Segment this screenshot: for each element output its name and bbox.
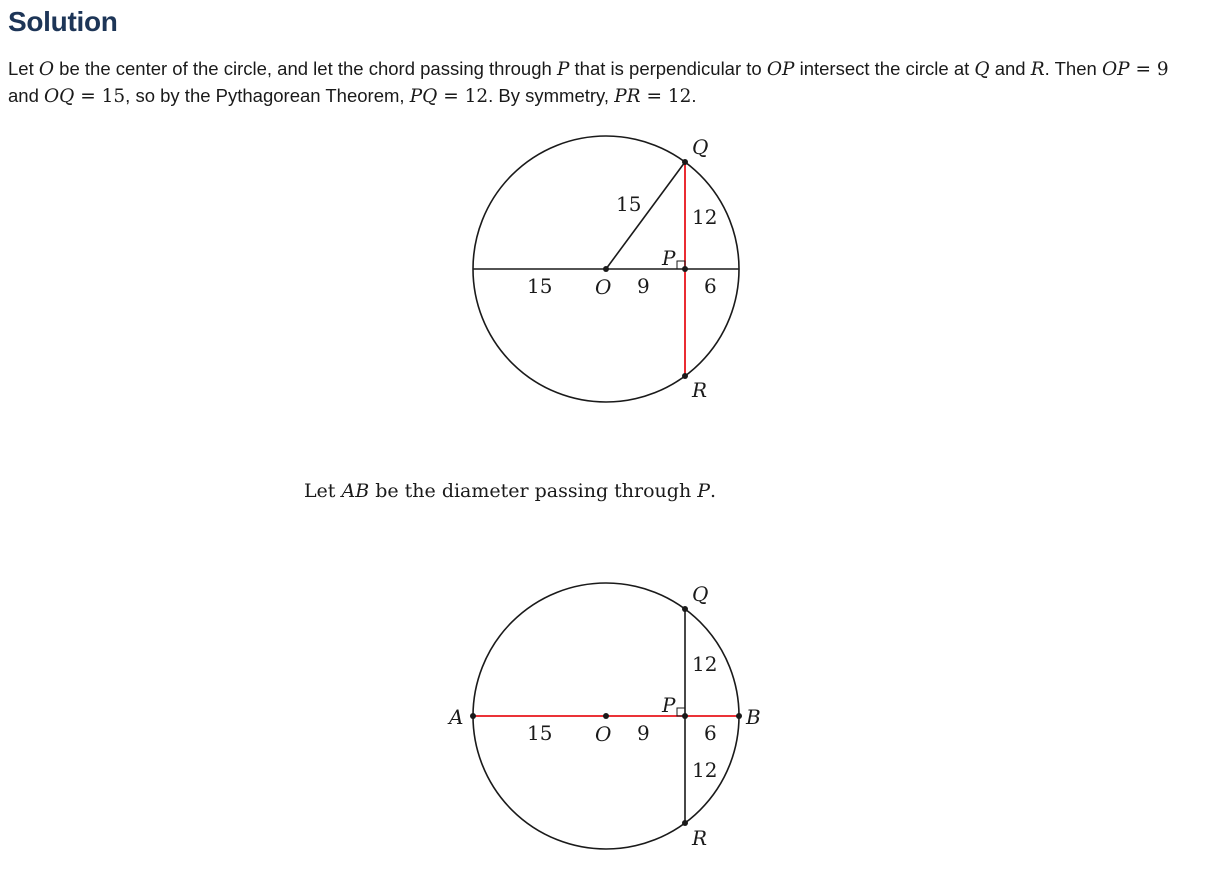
math-PQ: PQ: [409, 86, 438, 107]
math-PR: PR: [614, 86, 641, 107]
length-AO: 15: [527, 721, 553, 745]
figure-chord-diagram: [0, 130, 800, 415]
point-R: [682, 820, 688, 826]
solution-heading: Solution: [8, 6, 118, 37]
label-R: R: [692, 378, 708, 402]
label-P: P: [662, 246, 676, 270]
label-Q: Q: [692, 135, 709, 159]
point-A: [470, 713, 476, 719]
length-PQ: 12: [692, 652, 718, 676]
math-OP-2: OP: [1101, 59, 1130, 80]
point-P: [682, 713, 688, 719]
para-text: . By symmetry,: [488, 85, 615, 106]
math-OP: OP: [766, 59, 795, 80]
para-text: that is perpendicular to: [569, 58, 767, 79]
length-PQ: 12: [692, 205, 718, 229]
label-O: O: [595, 275, 612, 299]
math-R: R: [1030, 59, 1045, 80]
length-PR: 12: [692, 758, 718, 782]
caption-text: .: [710, 480, 717, 502]
point-Q: [682, 606, 688, 612]
math-OQ: OQ: [44, 86, 75, 107]
label-B: B: [746, 705, 761, 729]
para-text: be the center of the circle, and let the chord passing through: [54, 58, 557, 79]
math-AB: AB: [341, 480, 370, 502]
math-eq-9: = 9: [1129, 59, 1169, 80]
caption-text: be the diameter passing through: [369, 480, 698, 502]
para-text: and: [8, 85, 45, 106]
length-OP: 9: [637, 274, 650, 298]
para-text: , so by the Pythagorean Theorem,: [125, 85, 410, 106]
label-O: O: [595, 722, 612, 746]
para-text: Let: [8, 58, 39, 79]
point-O: [603, 266, 609, 272]
point-Q: [682, 159, 688, 165]
length-OP: 9: [637, 721, 650, 745]
figure-diameter-diagram: [0, 575, 800, 865]
label-A: A: [449, 705, 464, 729]
math-eq-15: = 15: [74, 86, 126, 107]
length-OQ: 15: [616, 192, 642, 216]
para-text: intersect the circle at: [794, 58, 975, 79]
para-text: .: [691, 85, 697, 106]
math-P: P: [697, 480, 711, 502]
point-P: [682, 266, 688, 272]
para-text: . Then: [1044, 58, 1102, 79]
length-PB: 6: [704, 274, 717, 298]
point-B: [736, 713, 742, 719]
caption-text: Let: [303, 480, 342, 502]
figure-caption: [0, 480, 1020, 502]
label-R: R: [692, 826, 708, 850]
length-left-radius: 15: [527, 274, 553, 298]
point-O: [603, 713, 609, 719]
math-Q: Q: [974, 59, 990, 80]
math-P: P: [556, 59, 570, 80]
length-PB: 6: [704, 721, 717, 745]
math-O: O: [38, 59, 55, 80]
math-eq-12: = 12: [437, 86, 489, 107]
solution-paragraph: [8, 56, 1214, 110]
para-text: and: [989, 58, 1031, 79]
math-eq-12-b: = 12: [640, 86, 692, 107]
label-P: P: [662, 693, 676, 717]
point-R: [682, 373, 688, 379]
label-Q: Q: [692, 582, 709, 606]
